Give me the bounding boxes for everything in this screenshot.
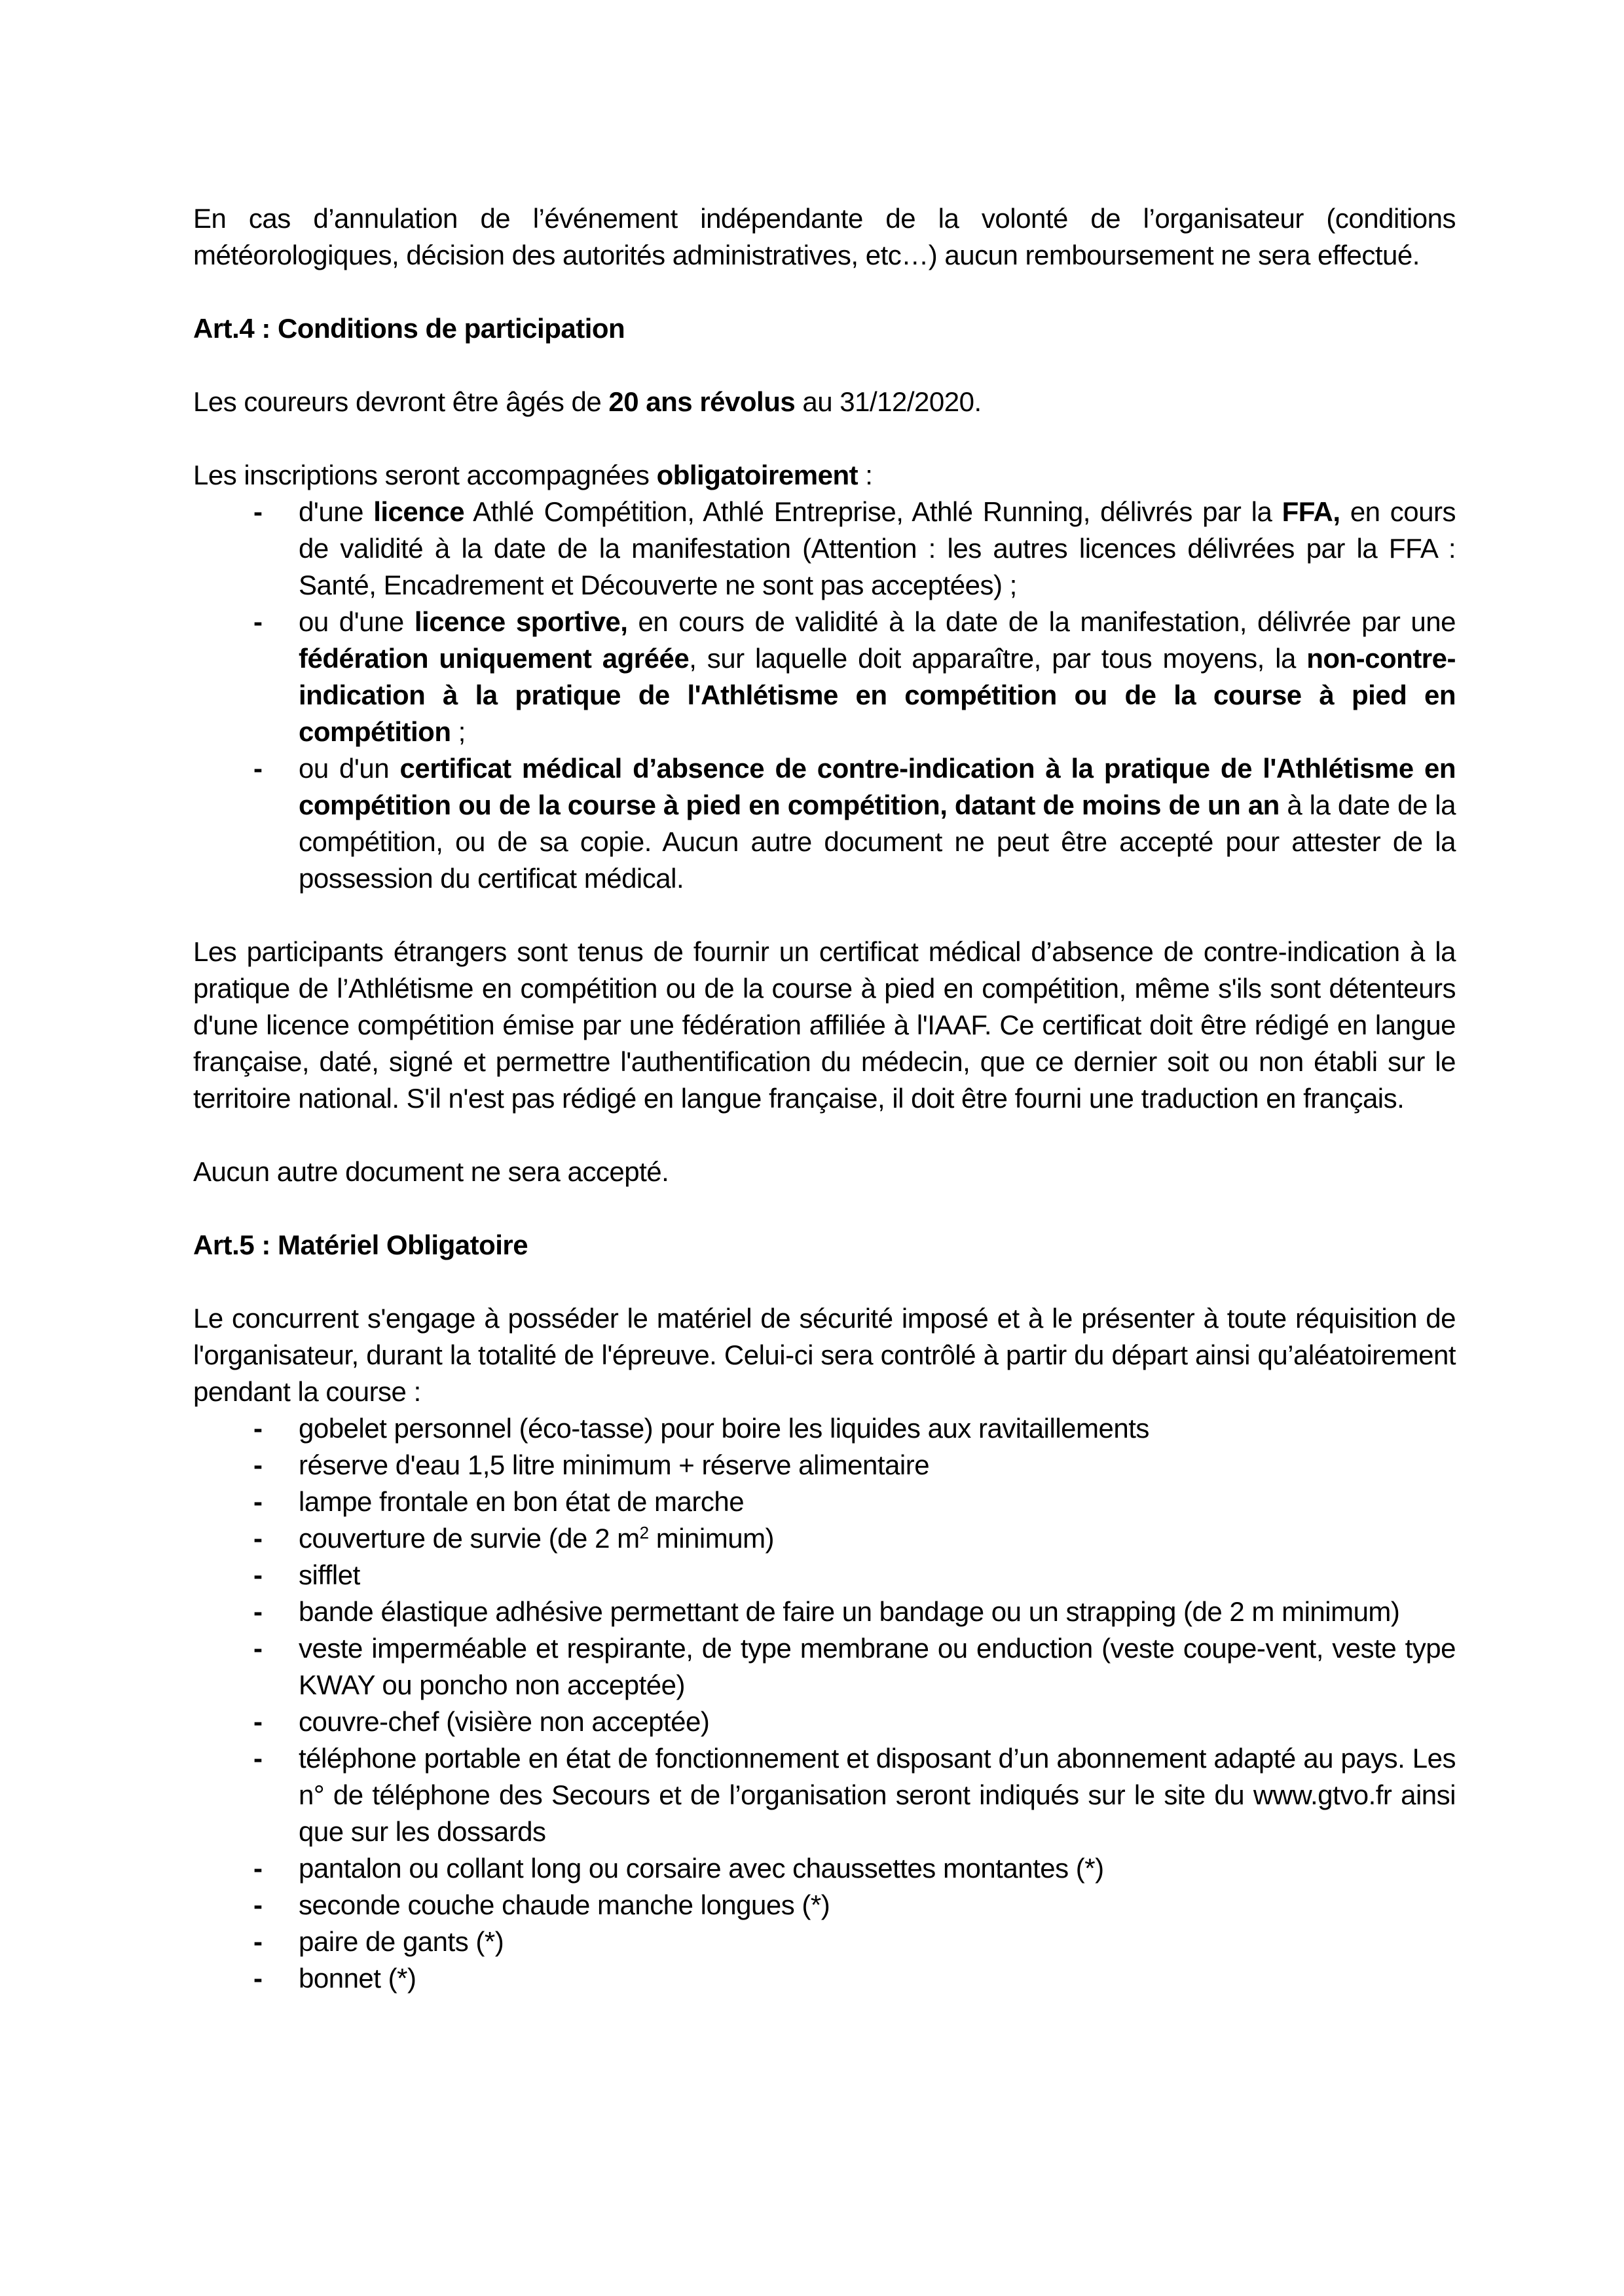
text-run-bold: certificat médical d’absence de contre-indication à la pratique de l'Athlétisme en compétition ou de la course à pied en compétition, datant de moins de un an — [299, 753, 1456, 820]
text-run-bold: non-contre-indication à la pratique de l'Athlétisme en compétition ou de la course à pied en compétition — [299, 643, 1456, 747]
text-run: bonnet (*) — [299, 1963, 416, 1994]
bullet-dash: - — [253, 1413, 263, 1444]
list-item — [193, 1520, 1456, 1557]
text-run-bold: 20 ans révolus — [608, 386, 796, 417]
list-licences — [193, 494, 1456, 897]
list-item — [193, 494, 1456, 604]
list-item — [193, 1923, 1456, 1960]
text-run: ou d'une — [299, 606, 415, 637]
text-run: ou d'un — [299, 753, 400, 784]
bullet-dash: - — [253, 1889, 263, 1920]
bullet-dash: - — [253, 1926, 263, 1957]
superscript-run: 2 — [639, 1523, 649, 1542]
list-item — [193, 1850, 1456, 1887]
text-run: pantalon ou collant long ou corsaire avec chaussettes montantes (*) — [299, 1853, 1104, 1884]
bullet-dash: - — [253, 1486, 263, 1517]
bullet-dash: - — [253, 1449, 263, 1480]
text-run-bold: licence sportive, — [414, 606, 628, 637]
list-item — [193, 1740, 1456, 1850]
text-run: à la date de la compétition, ou de sa copie. Aucun autre document ne peut être accepté pour attester de la possession du certificat médical. — [299, 790, 1456, 894]
bullet-dash: - — [253, 1743, 263, 1774]
bullet-dash: - — [253, 1596, 263, 1627]
text-run: réserve d'eau 1,5 litre minimum + réserve alimentaire — [299, 1449, 930, 1480]
bullet-dash: - — [253, 496, 263, 527]
paragraph-cancellation: En cas d’annulation de l’événement indépendante de la volonté de l’organisateur (conditions météorologiques, décision des autorités administratives, etc…) aucun remboursement ne sera effectué. — [193, 203, 1456, 270]
text-run: gobelet personnel (éco-tasse) pour boire les liquides aux ravitaillements — [299, 1413, 1149, 1444]
list-item — [193, 1557, 1456, 1594]
text-run: minimum) — [648, 1523, 775, 1554]
text-run: au 31/12/2020. — [795, 386, 982, 417]
text-run: sifflet — [299, 1559, 360, 1590]
heading-art4: Art.4 : Conditions de participation — [193, 313, 625, 344]
text-run-bold: licence — [373, 496, 465, 527]
text-run-bold: FFA, — [1282, 496, 1340, 527]
list-item — [193, 604, 1456, 750]
bullet-dash: - — [253, 1706, 263, 1737]
list-item — [193, 1704, 1456, 1740]
text-run: seconde couche chaude manche longues (*) — [299, 1889, 830, 1920]
list-item — [193, 1447, 1456, 1484]
text-run: lampe frontale en bon état de marche — [299, 1486, 745, 1517]
bullet-dash: - — [253, 606, 263, 637]
text-run: ; — [451, 716, 466, 747]
document-page — [193, 200, 1456, 1997]
text-run: paire de gants (*) — [299, 1926, 504, 1957]
text-run: téléphone portable en état de fonctionnement et disposant d’un abonnement adapté au pays. Les n° de téléphone des Secours et de l’organisation seront indiqués sur le site du www.gtvo.fr ainsi que sur les dossards — [299, 1743, 1456, 1847]
bullet-dash: - — [253, 1559, 263, 1590]
bullet-dash: - — [253, 1963, 263, 1994]
text-run: bande élastique adhésive permettant de faire un bandage ou un strapping (de 2 m minimum) — [299, 1596, 1400, 1627]
text-run: couvre-chef (visière non acceptée) — [299, 1706, 710, 1737]
text-run: Les inscriptions seront accompagnées — [193, 460, 657, 490]
text-run: en cours de validité à la date de la manifestation (Attention : les autres licences délivrées par la FFA : Santé, Encadrement et Découverte ne sont pas acceptées) ; — [299, 496, 1456, 600]
list-item — [193, 1630, 1456, 1704]
paragraph-materiel-intro: Le concurrent s'engage à posséder le matériel de sécurité imposé et à le présenter à toute réquisition de l'organisateur, durant la totalité de l'épreuve. Celui-ci sera contrôlé à partir du départ ainsi qu’aléatoirement pendant la course : — [193, 1303, 1456, 1407]
paragraph-aucun-document: Aucun autre document ne sera accepté. — [193, 1156, 669, 1187]
text-run: d'une — [299, 496, 374, 527]
bullet-dash: - — [253, 753, 263, 784]
text-run: en cours de validité à la date de la manifestation, délivrée par une — [627, 606, 1456, 637]
bullet-dash: - — [253, 1633, 263, 1664]
paragraph-etrangers: Les participants étrangers sont tenus de fournir un certificat médical d’absence de contre-indication à la pratique de l’Athlétisme en compétition ou de la course à pied en compétition, même s'ils sont détenteurs d'une licence compétition émise par une fédération affiliée à l'IAAF. Ce certificat doit être rédigé en langue française, daté, signé et permettre l'authentification du médecin, que ce dernier soit ou non établi sur le territoire national. S'il n'est pas rédigé en langue française, il doit être fourni une traduction en français. — [193, 936, 1456, 1114]
text-run-bold: obligatoirement — [656, 460, 858, 490]
text-run: : — [858, 460, 873, 490]
text-run: Athlé Compétition, Athlé Entreprise, Athlé Running, délivrés par la — [464, 496, 1282, 527]
bullet-dash: - — [253, 1523, 263, 1554]
text-run-bold: fédération uniquement agréée — [299, 643, 690, 674]
bullet-dash: - — [253, 1853, 263, 1884]
text-run: couverture de survie (de 2 m — [299, 1523, 640, 1554]
list-materiel — [193, 1410, 1456, 1997]
list-item — [193, 1887, 1456, 1923]
paragraph-age — [193, 384, 1456, 420]
list-item — [193, 1594, 1456, 1630]
text-run: veste imperméable et respirante, de type membrane ou enduction (veste coupe-vent, veste type KWAY ou poncho non acceptée) — [299, 1633, 1456, 1700]
list-item — [193, 750, 1456, 897]
text-run: , sur laquelle doit apparaître, par tous moyens, la — [689, 643, 1307, 674]
list-item — [193, 1410, 1456, 1447]
list-item — [193, 1960, 1456, 1997]
text-run: Les coureurs devront être âgés de — [193, 386, 609, 417]
heading-art5: Art.5 : Matériel Obligatoire — [193, 1230, 528, 1260]
list-item — [193, 1484, 1456, 1520]
paragraph-inscriptions — [193, 457, 1456, 494]
